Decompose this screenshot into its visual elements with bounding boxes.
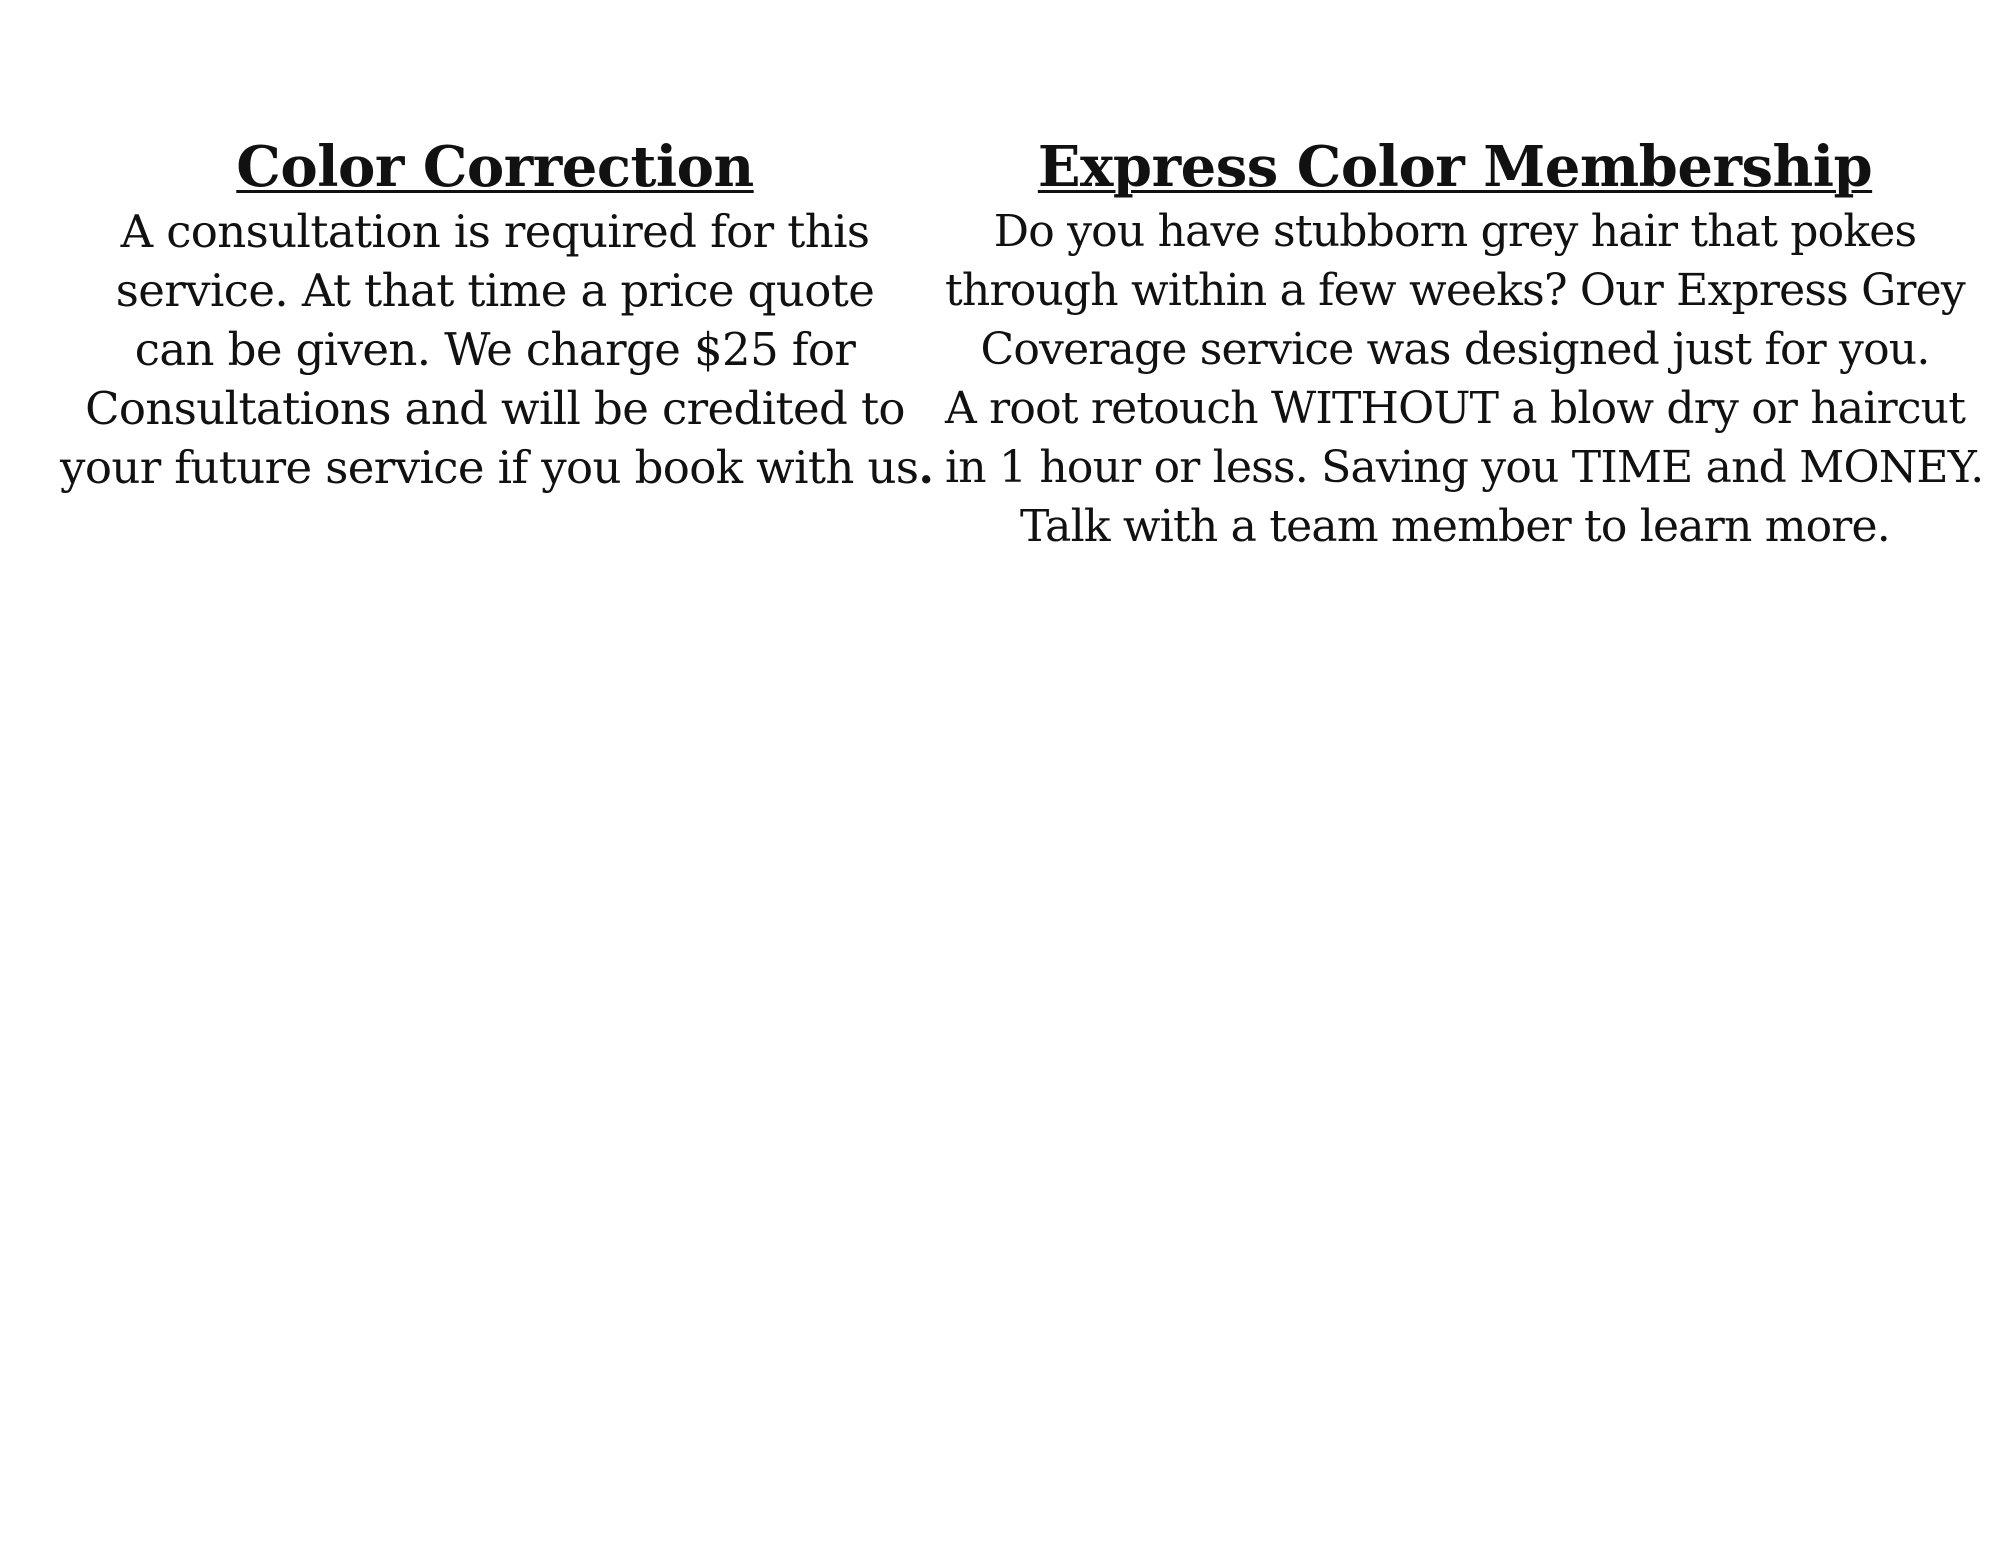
body-line: through within a few weeks? Our Express Grey [945,265,1965,316]
body-line: Talk with a team member to learn more. [1020,501,1890,552]
color-correction-section [60,132,934,497]
body-line: Do you have stubborn grey hair that pokes [993,206,1917,257]
color-correction-body [60,202,934,497]
express-color-membership-body [945,202,1984,556]
body-line: Coverage service was designed just for you. [980,324,1930,375]
body-line: A consultation is required for this [120,205,870,258]
trailing-period: . [918,441,934,494]
body-line-text: your future service if you book with us [60,441,919,494]
body-line: can be given. We charge $25 for [134,323,856,376]
body-line-last [60,438,934,497]
body-line: service. At that time a price quote [115,264,875,317]
body-line: Consultations and will be credited to [85,382,905,435]
color-correction-heading: Color Correction [236,134,754,200]
body-line: in 1 hour or less. Saving you TIME and MONEY. [945,442,1984,493]
express-color-membership-section [945,132,1984,556]
express-color-membership-heading: Express Color Membership [1037,134,1873,200]
body-line: A root retouch WITHOUT a blow dry or haircut [945,383,1966,434]
